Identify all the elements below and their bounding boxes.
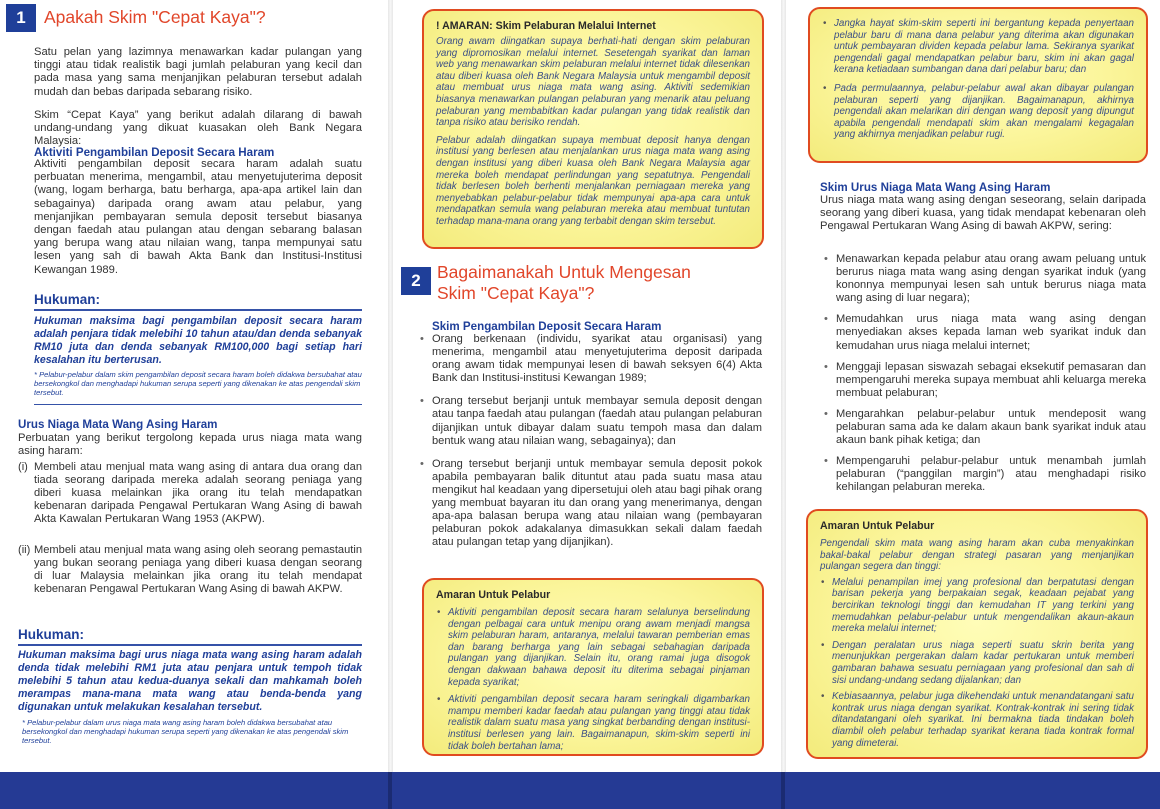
forex-item: [18, 544, 362, 596]
section-2-header: [401, 262, 691, 304]
penalty-heading: Hukuman:: [18, 627, 85, 642]
investor-warning-box: [422, 578, 764, 756]
panel-what-is-scheme: [0, 0, 388, 772]
warning-title: Amaran Untuk Pelabur: [820, 520, 935, 532]
internet-warning-box: [422, 9, 764, 249]
forex-item: [18, 461, 362, 526]
panel-forex-detection: [786, 0, 1160, 772]
penalty-heading: Hukuman:: [34, 292, 101, 307]
list-item: • Dengan peralatan urus niaga seperti suatu skrin berita yang menunjukkan pergerakan dalam kadar pertukaran untuk memberi gambaran bahawa sesuatu perniagaan yang profesional dan sah di sisi undang-undang sedang dijalankan; dan: [820, 640, 1134, 686]
warning-bullet-list: [436, 607, 750, 752]
section-title: Apakah Skim "Cepat Kaya"?: [44, 7, 266, 27]
divider: [34, 404, 362, 405]
band-crease: [781, 772, 785, 809]
list-item: • Kebiasaannya, pelabur juga dikehendaki untuk menandatangani satu kontrak urus niaga dengan syarikat. Kontrak-kontrak ini sering tidak ditandatangani oleh syarikat. Ini bermakna tiada tindakan boleh diambil oleh pelabur terhadap syarikat kerana tiada kontrak formal yang dimeterai.: [820, 691, 1134, 749]
item-marker: (ii): [18, 544, 31, 556]
list-item: • Menawarkan kepada pelabur atau orang awam peluang untuk berurus niaga mata wang asing dengan syarikat induk (yang kononnya mempunyai lesen sah untuk berurus niaga mata wang asing di luar negara);: [822, 253, 1146, 305]
continued-warning-box: [808, 7, 1148, 163]
list-item: • Mengarahkan pelabur-pelabur untuk mendeposit wang pelaburan sama ada ke dalam akaun bank syarikat induk atau akaun bank pihak ketiga; dan: [822, 408, 1146, 447]
footer-band: [0, 772, 1160, 809]
list-item: • Orang berkenaan (individu, syarikat atau organisasi) yang menerima, mengambil atau menyetujuterima deposit daripada orang awam tidak mempunyai lesen di bawah seksyen 6(4) Akta Bank dan Institusi-institusi Kewangan 1989;: [418, 333, 762, 385]
list-item: • Melalui penampilan imej yang profesional dan berpatutasi dengan barisan pekerja yang berpakaian segak, keadaan pejabat yang bercirikan teknologi tinggi dan kemudahan IT yang terkini yang memudahkan pelabur-pelabur untuk mengendalikan akaun-akaun mereka melalui internet;: [820, 577, 1134, 635]
warning-bullet-list: [822, 18, 1134, 141]
band-crease: [388, 772, 392, 809]
list-item: • Mempengaruhi pelabur-pelabur untuk menambah jumlah pelaburan (“panggilan margin”) atau menghadapi risiko kehilangan pelaburan mereka.: [822, 455, 1146, 494]
list-item: • Pada permulaannya, pelabur-pelabur awal akan dibayar pulangan pelaburan seperti yang dijanjikan. Bagaimanapun, akhirnya pengendali akan melarikan diri dengan wang deposit yang dipungut apabila pengendali mendapati skim akan mengalami kegagalan yang akhirnya menjadikan pelabur rugi.: [822, 83, 1134, 141]
section-1-header: [6, 4, 266, 32]
warning-title: ! AMARAN: Skim Pelaburan Melalui Internet: [436, 20, 656, 32]
list-item: • Aktiviti pengambilan deposit secara haram seringkali digambarkan mampu memberi kadar faedah atau pulangan yang tinggi atau tidak realistik dalam suatu masa yang singkat berbanding dengan institusi-institusi berlesen yang lain. Bagaimanapun, skim-skim seperti ini tidak boleh bertahan lama;: [436, 694, 750, 752]
forex-bullet-list: [822, 253, 1146, 495]
forex-scheme-heading: Skim Urus Niaga Mata Wang Asing Haram: [820, 181, 1051, 194]
penalty-text: Hukuman maksima bagi urus niaga mata wang asing haram adalah denda tidak melebihi RM1 juta atau penjara untuk tempoh tidak melebihi 5 tahun atau kedua-duanya sekali dan mahkamah boleh merampas mana-mana mata wang atau benda-benda yang digunakan untuk melakukan kesalahan tersebut.: [18, 649, 362, 713]
section-number: 1: [6, 4, 36, 32]
list-item: • Memudahkan urus niaga mata wang asing dengan menyediakan akses kepada laman web syarikat induk dan kemudahan urus niaga melalui internet;: [822, 313, 1146, 352]
warning-paragraph: Pelabur adalah diingatkan supaya membuat deposit hanya dengan institusi yang berlesen atau menjalankan urus niaga mata wang asing dengan institusi yang diberi kuasa oleh Bank Negara Malaysia agar mereka boleh mendapat perlindungan yang sepatutnya. Pengendali tidak berlesen boleh berhenti menjalankan perniagaan mereka yang menyebabkan pelabur-pelabur tidak mempunyai apa-apa cara untuk mendapatkan semula wang pelaburan mereka atau membuat tuntutan terhadap mana-mana orang yang terbabit dengan skim tersebut.: [436, 134, 750, 227]
intro-paragraph-2: Skim “Cepat Kaya” yang berikut adalah dilarang di bawah undang-undang yang dikuat kuasakan oleh Bank Negara Malaysia:: [34, 109, 362, 148]
deposit-bullet-list: [418, 333, 762, 549]
deposit-scheme-heading: Skim Pengambilan Deposit Secara Haram: [432, 320, 662, 333]
penalty-text: Hukuman maksima bagi pengambilan deposit secara haram adalah penjara tidak melebihi 10 tahun atau/dan denda sebanyak RM10 juta dan denda sebanyak RM100,000 bagi setiap hari kesalahan itu berterusan.: [34, 315, 362, 366]
forex-intro: Urus niaga mata wang asing dengan seseorang, selain daripada seorang yang diberi kuasa, yang tidak mendapat kebenaran oleh Pengawal Pertukaran Wang Asing di bawah AKPW, sering:: [820, 194, 1146, 233]
divider: [18, 644, 362, 646]
section-title-line: Skim "Cepat Kaya"?: [437, 283, 595, 303]
list-item: • Orang tersebut berjanji untuk membayar semula deposit pokok apabila pembayaran balik dituntut atau pada suatu masa atau mengikut hal keadaan yang dipersetujui oleh atau bagi pihak orang yang membuat bayaran itu dan orang yang menerimanya, dengan apa-apa balasan berupa wang atau nilaian wang (pembayaran pelaburan pokok adakalanya dimasukkan sekali dalam faedah atau pulangan tetap yang dijanjikan).: [418, 458, 762, 550]
penalty-footnote: * Pelabur-pelabur dalam urus niaga mata wang asing haram boleh didakwa bersubahat atau bersekongkol dan menghadapi hukuman serupa seperti yang dikenakan ke atas pengendali skim tersebut.: [22, 718, 349, 745]
warning-title: Amaran Untuk Pelabur: [436, 589, 551, 601]
divider: [34, 309, 362, 311]
item-marker: (i): [18, 461, 28, 473]
section-title: [431, 262, 691, 304]
list-item: • Menggaji lepasan siswazah sebagai eksekutif pemasaran dan mempengaruhi mereka supaya membuat ahli keluarga mereka membuat pelaburan;: [822, 361, 1146, 400]
item-text: Membeli atau menjual mata wang asing oleh seorang pemastautin yang bukan seorang peniaga yang diberi kuasa dengan seorang di luar Malaysia melainkan jika orang itu telah mendapat kebenaran Pengawal Pertukaran Wang Asing di bawah AKPW.: [34, 544, 362, 596]
section-title-line: Bagaimanakah Untuk Mengesan: [437, 262, 691, 282]
warning-paragraph: Orang awam diingatkan supaya berhati-hati dengan skim pelaburan yang dipromosikan melalui internet. Sesetengah syarikat dan laman web yang menawarkan skim pelaburan melalui internet tidak dilesenkan atau diberi kuasa oleh Bank Negara Malaysia untuk mengambil deposit atau membuat urus niaga mata wang asing. Aktiviti sedemikian biasanya menawarkan pulangan pelaburan yang menarik atau peluang pelaburan yang membabitkan kadar pulangan yang tidak realistik dan tanpa risiko atau berisiko rendah.: [436, 36, 750, 129]
warning-intro: Pengendali skim mata wang asing haram akan cuba menyakinkan bakal-bakal pelabur dengan strategi pasaran yang menjanjikan pulangan segera dan tinggi:: [820, 538, 1134, 573]
penalty-footnote: * Pelabur-pelabur dalam skim pengambilan deposit secara haram boleh didakwa bersubahat atau bersekongkol dan menghadapi hukuman serupa seperti yang dikenakan ke atas pengendali skim tersebut.: [34, 370, 362, 397]
list-item: • Orang tersebut berjanji untuk membayar semula deposit dengan atau tanpa faedah atau pulangan (faedah atau pulangan pelaburan dijanjikan untuk dibayar dalam suatu tempoh masa dan dalam bentuk wang atau nilaian wang, sebagainya); dan: [418, 395, 762, 447]
investor-warning-box: [806, 509, 1148, 759]
section-number: 2: [401, 267, 431, 295]
forex-intro: Perbuatan yang berikut tergolong kepada urus niaga mata wang asing haram:: [18, 432, 362, 458]
list-item: • Aktiviti pengambilan deposit secara haram selalunya berselindung dengan pelbagai cara untuk menipu orang awam menjadi mangsa skim pelaburan haram, antaranya, melalui tawaran pemberian emas dan barang berharga yang lain sebagai sebahagian daripada pulangan yang dijanjikan. Selain itu, orang ramai juga disogok dengan dakwaan bahawa deposit itu diterima sebagai pinjaman kepada syarikat;: [436, 607, 750, 688]
deposit-heading: Aktiviti Pengambilan Deposit Secara Haram: [34, 146, 275, 159]
warning-bullet-list: [820, 577, 1134, 749]
list-item: • Jangka hayat skim-skim seperti ini bergantung kepada penyertaan pelabur baru di mana dana pelabur yang diterima akan digunakan untuk pembayaran dividen kepada pelabur lama. Sekiranya syarikat pengendali gagal mendapatkan pelabur baru, skim ini akan gagal kerana ketiadaan sumbangan dana dari pelabur baru; dan: [822, 18, 1134, 76]
deposit-paragraph: Aktiviti pengambilan deposit secara haram adalah suatu perbuatan menerima, mengambil, atau menyetujuterima deposit (wang, logam berharga, batu berharga, apa-apa artikel lain dan sebagainya) daripada orang awam atau pelabur, yang menjanjikan pembayaran semula deposit tersebut biasanya dengan faedah atau pulangan atau dengan sebarang balasan yang berupa wang atau nilaian wang, tanpa mempunyai satu lesen yang sah di bawah Akta Bank dan Institusi-Institusi Kewangan 1989.: [34, 158, 362, 276]
panel-how-to-detect: [393, 0, 781, 772]
forex-heading: Urus Niaga Mata Wang Asing Haram: [18, 418, 218, 431]
item-text: Membeli atau menjual mata wang asing di antara dua orang dan tiada seorang daripada mereka adalah seorang peniaga yang diberi kuasa melainkan jika orang itu telah mendapatkan kebenaran daripada Pengawal Pertukaran Wang Asing di bawah Akta Kawalan Pertukaran Wang 1953 (AKPW).: [34, 461, 362, 526]
intro-paragraph: Satu pelan yang lazimnya menawarkan kadar pulangan yang tinggi atau tidak realistik bagi jumlah pelaburan yang kecil dan pada masa yang sama menjanjikan pelaburan tersebut adalah mudah dan bebas daripada sebarang risiko.: [34, 46, 362, 98]
